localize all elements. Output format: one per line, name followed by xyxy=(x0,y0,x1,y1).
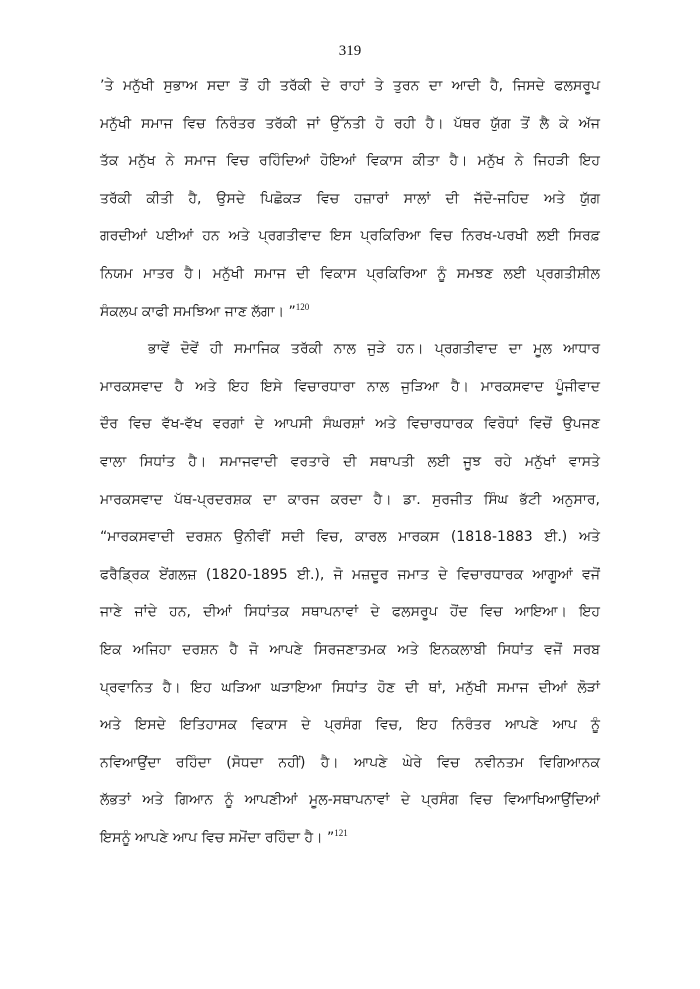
body-text xyxy=(100,68,600,857)
text-line: ਤਰੱਕੀ ਕੀਤੀ ਹੈ, ਉਸਦੇ ਪਿਛੋਕੜ ਵਿਚ ਹਜ਼ਾਰਾਂ ਸਾਲਾਂ ਦੀ ਜੱਦੋ-ਜਹਿਦ ਅਤੇ ਯੁੱਗ xyxy=(100,190,600,207)
text-line: ਅਤੇ ਇਸਦੇ ਇਤਿਹਾਸਕ ਵਿਕਾਸ ਦੇ ਪ੍ਰਸੰਗ ਵਿਚ, ਇਹ ਨਿਰੰਤਰ ਆਪਣੇ ਆਪ ਨੂੰ xyxy=(100,717,600,734)
text-line: ਗਰਦੀਆਂ ਪਈਆਂ ਹਨ ਅਤੇ ਪ੍ਰਗਤੀਵਾਦ ਇਸ ਪ੍ਰਕਿਰਿਆ ਵਿਚ ਨਿਰਖ-ਪਰਖੀ ਲਈ ਸਿਰਫ਼ xyxy=(100,228,600,245)
text-line: ਵਾਲਾ ਸਿਧਾਂਤ ਹੈ। ਸਮਾਜਵਾਦੀ ਵਰਤਾਰੇ ਦੀ ਸਥਾਪਤੀ ਲਈ ਜੂਝ ਰਹੇ ਮਨੁੱਖਾਂ ਵਾਸਤੇ xyxy=(100,453,600,470)
text-line: ਜਾਣੇ ਜਾਂਦੇ ਹਨ, ਦੀਆਂ ਸਿਧਾਂਤਕ ਸਥਾਪਨਾਵਾਂ ਦੇ ਫਲਸਰੂਪ ਹੋਂਦ ਵਿਚ ਆਇਆ। ਇਹ xyxy=(100,604,600,621)
text-line: ਇਕ ਅਜਿਹਾ ਦਰਸ਼ਨ ਹੈ ਜੋ ਆਪਣੇ ਸਿਰਜਣਾਤਮਕ ਅਤੇ ਇਨਕਲਾਬੀ ਸਿਧਾਂਤ ਵਜੋਂ ਸਰਬ xyxy=(100,641,600,658)
text-line: ਪ੍ਰਵਾਨਿਤ ਹੈ। ਇਹ ਘੜਿਆ ਘੜਾਇਆ ਸਿਧਾਂਤ ਹੋਣ ਦੀ ਥਾਂ, ਮਨੁੱਖੀ ਸਮਾਜ ਦੀਆਂ ਲੋੜਾਂ xyxy=(100,679,600,696)
text-line: ਨਵਿਆਉਂਦਾ ਰਹਿੰਦਾ (ਸੋਧਦਾ ਨਹੀਂ) ਹੈ। ਆਪਣੇ ਘੇਰੇ ਵਿਚ ਨਵੀਨਤਮ ਵਿਗਿਆਨਕ xyxy=(100,754,600,771)
text-line-indented: ਭਾਵੇਂ ਦੋਵੇਂ ਹੀ ਸਮਾਜਿਕ ਤਰੱਕੀ ਨਾਲ ਜੁੜੇ ਹਨ। ਪ੍ਰਗਤੀਵਾਦ ਦਾ ਮੂਲ ਆਧਾਰ xyxy=(148,341,600,358)
text-line: ਮਾਰਕਸਵਾਦ ਹੈ ਅਤੇ ਇਹ ਇਸੇ ਵਿਚਾਰਧਾਰਾ ਨਾਲ ਜੁੜਿਆ ਹੈ। ਮਾਰਕਸਵਾਦ ਪੂੰਜੀਵਾਦ xyxy=(100,378,600,395)
text-line: ਫਰੈਡ੍ਰਿਕ ਏਂਗਲਜ਼ (1820-1895 ਈ.), ਜੋ ਮਜ਼ਦੂਰ ਜਮਾਤ ਦੇ ਵਿਚਾਰਧਾਰਕ ਆਗੂਆਂ ਵਜੋਂ xyxy=(100,566,600,583)
text-line-last xyxy=(100,294,600,332)
text-line-content: ਇਸਨੂੰ ਆਪਣੇ ਆਪ ਵਿਚ ਸਮੋਂਦਾ ਰਹਿੰਦਾ ਹੈ। ” xyxy=(100,829,335,846)
footnote-ref-120: 120 xyxy=(295,301,310,312)
paragraph-2 xyxy=(100,331,600,857)
text-line: ਦੌਰ ਵਿਚ ਵੱਖ-ਵੱਖ ਵਰਗਾਂ ਦੇ ਆਪਸੀ ਸੰਘਰਸ਼ਾਂ ਅਤੇ ਵਿਚਾਰਧਾਰਕ ਵਿਰੋਧਾਂ ਵਿਚੋਂ ਉਪਜਣ xyxy=(100,416,600,433)
footnote-ref-121: 121 xyxy=(334,827,348,838)
text-line: ਨਿਯਮ ਮਾਤਰ ਹੈ। ਮਨੁੱਖੀ ਸਮਾਜ ਦੀ ਵਿਕਾਸ ਪ੍ਰਕਿਰਿਆ ਨੂੰ ਸਮਝਣ ਲਈ ਪ੍ਰਗਤੀਸ਼ੀਲ xyxy=(100,265,600,282)
text-line-content: ਸੰਕਲਪ ਕਾਫੀ ਸਮਝਿਆ ਜਾਣ ਲੱਗਾ। ” xyxy=(100,303,296,320)
text-line: ਮਾਰਕਸਵਾਦ ਪੱਥ-ਪ੍ਰਦਰਸ਼ਕ ਦਾ ਕਾਰਜ ਕਰਦਾ ਹੈ। ਡਾ. ਸੁਰਜੀਤ ਸਿੰਘ ਭੱਟੀ ਅਨੁਸਾਰ, xyxy=(100,491,600,508)
text-line: ’ਤੇ ਮਨੁੱਖੀ ਸੁਭਾਅ ਸਦਾ ਤੋਂ ਹੀ ਤਰੱਕੀ ਦੇ ਰਾਹਾਂ ਤੇ ਤੁਰਨ ਦਾ ਆਦੀ ਹੈ, ਜਿਸਦੇ ਫਲਸਰੂਪ xyxy=(100,78,600,94)
page-number: 319 xyxy=(338,43,362,59)
text-line: ਮਨੁੱਖੀ ਸਮਾਜ ਵਿਚ ਨਿਰੰਤਰ ਤਰੱਕੀ ਜਾਂ ਉੱਨਤੀ ਹੋ ਰਹੀ ਹੈ। ਪੱਥਰ ਯੁੱਗ ਤੋਂ ਲੈ ਕੇ ਅੱਜ xyxy=(100,115,600,132)
text-line: ਤੱਕ ਮਨੁੱਖ ਨੇ ਸਮਾਜ ਵਿਚ ਰਹਿੰਦਿਆਂ ਹੋਇਆਂ ਵਿਕਾਸ ਕੀਤਾ ਹੈ। ਮਨੁੱਖ ਨੇ ਜਿਹੜੀ ਇਹ xyxy=(100,153,600,170)
text-line: “ਮਾਰਕਸਵਾਦੀ ਦਰਸ਼ਨ ਉਨੀਵੀਂ ਸਦੀ ਵਿਚ, ਕਾਰਲ ਮਾਰਕਸ (1818-1883 ਈ.) ਅਤੇ xyxy=(100,529,600,546)
text-line: ਲੱਭਤਾਂ ਅਤੇ ਗਿਆਨ ਨੂੰ ਆਪਣੀਆਂ ਮੂਲ-ਸਥਾਪਨਾਵਾਂ ਦੇ ਪ੍ਰਸੰਗ ਵਿਚ ਵਿਆਖਿਆਉਂਦਿਆਂ xyxy=(100,792,600,809)
text-line-last xyxy=(100,820,600,858)
paragraph-1 xyxy=(100,68,600,331)
